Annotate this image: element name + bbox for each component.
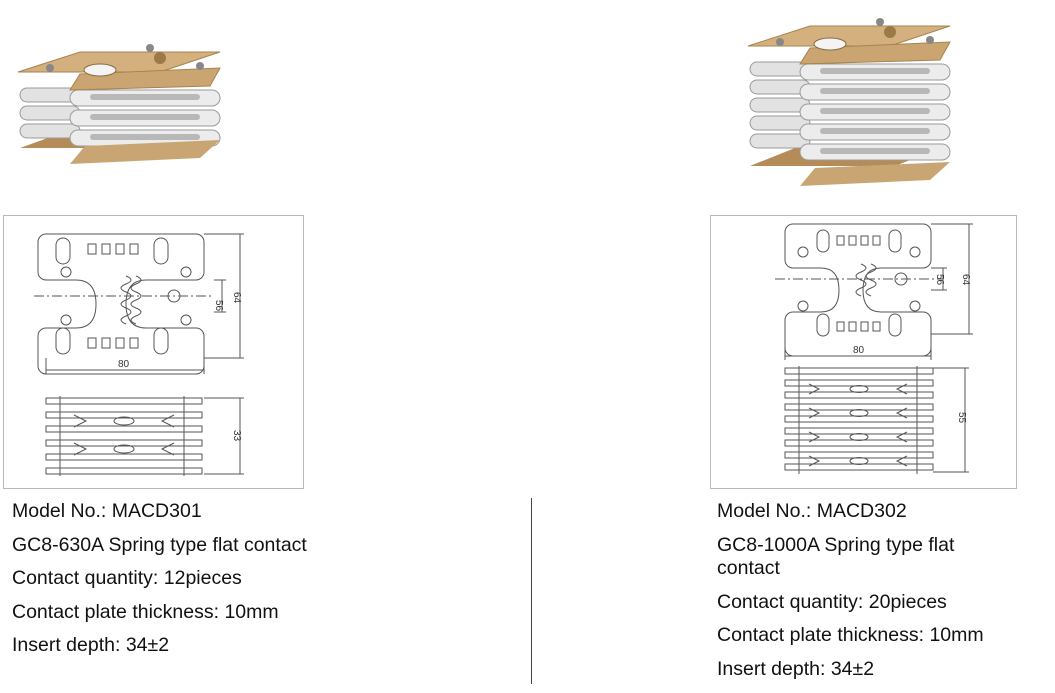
product-photo-macd302 [745,6,955,196]
dim-outer: 64 [960,274,971,286]
column-divider [531,498,532,684]
spec-block-macd302 [717,502,984,693]
model-number: Model No.: MACD301 [12,500,202,522]
product-description: GC8-630A Spring type flat contact [12,533,307,556]
contact-quantity: Contact quantity: 12pieces [12,567,242,589]
plate-thickness: Contact plate thickness: 10mm [717,624,984,646]
dim-width: 80 [853,345,865,356]
dim-height: 33 [231,430,242,442]
product-photo-macd301 [10,30,230,180]
dim-inner: 56 [934,274,945,286]
dim-outer: 64 [231,292,242,304]
drawing-macd302 [710,215,1017,489]
plate-thickness: Contact plate thickness: 10mm [12,600,279,623]
dim-height: 55 [956,412,967,424]
insert-depth: Insert depth: 34±2 [12,634,170,656]
spec-block-macd301 [12,502,307,670]
model-number: Model No.: MACD302 [717,500,907,522]
dim-inner: 56 [213,300,224,312]
drawing-macd302-svg [711,216,1016,488]
drawing-macd301-svg [4,216,303,488]
drawing-macd301 [3,215,304,489]
product-description-line2: contact [717,557,780,579]
contact-quantity: Contact quantity: 20pieces [717,590,947,613]
product-description-line1: GC8-1000A Spring type flat [717,533,955,556]
dim-width: 80 [118,359,130,370]
insert-depth: Insert depth: 34±2 [717,657,875,680]
